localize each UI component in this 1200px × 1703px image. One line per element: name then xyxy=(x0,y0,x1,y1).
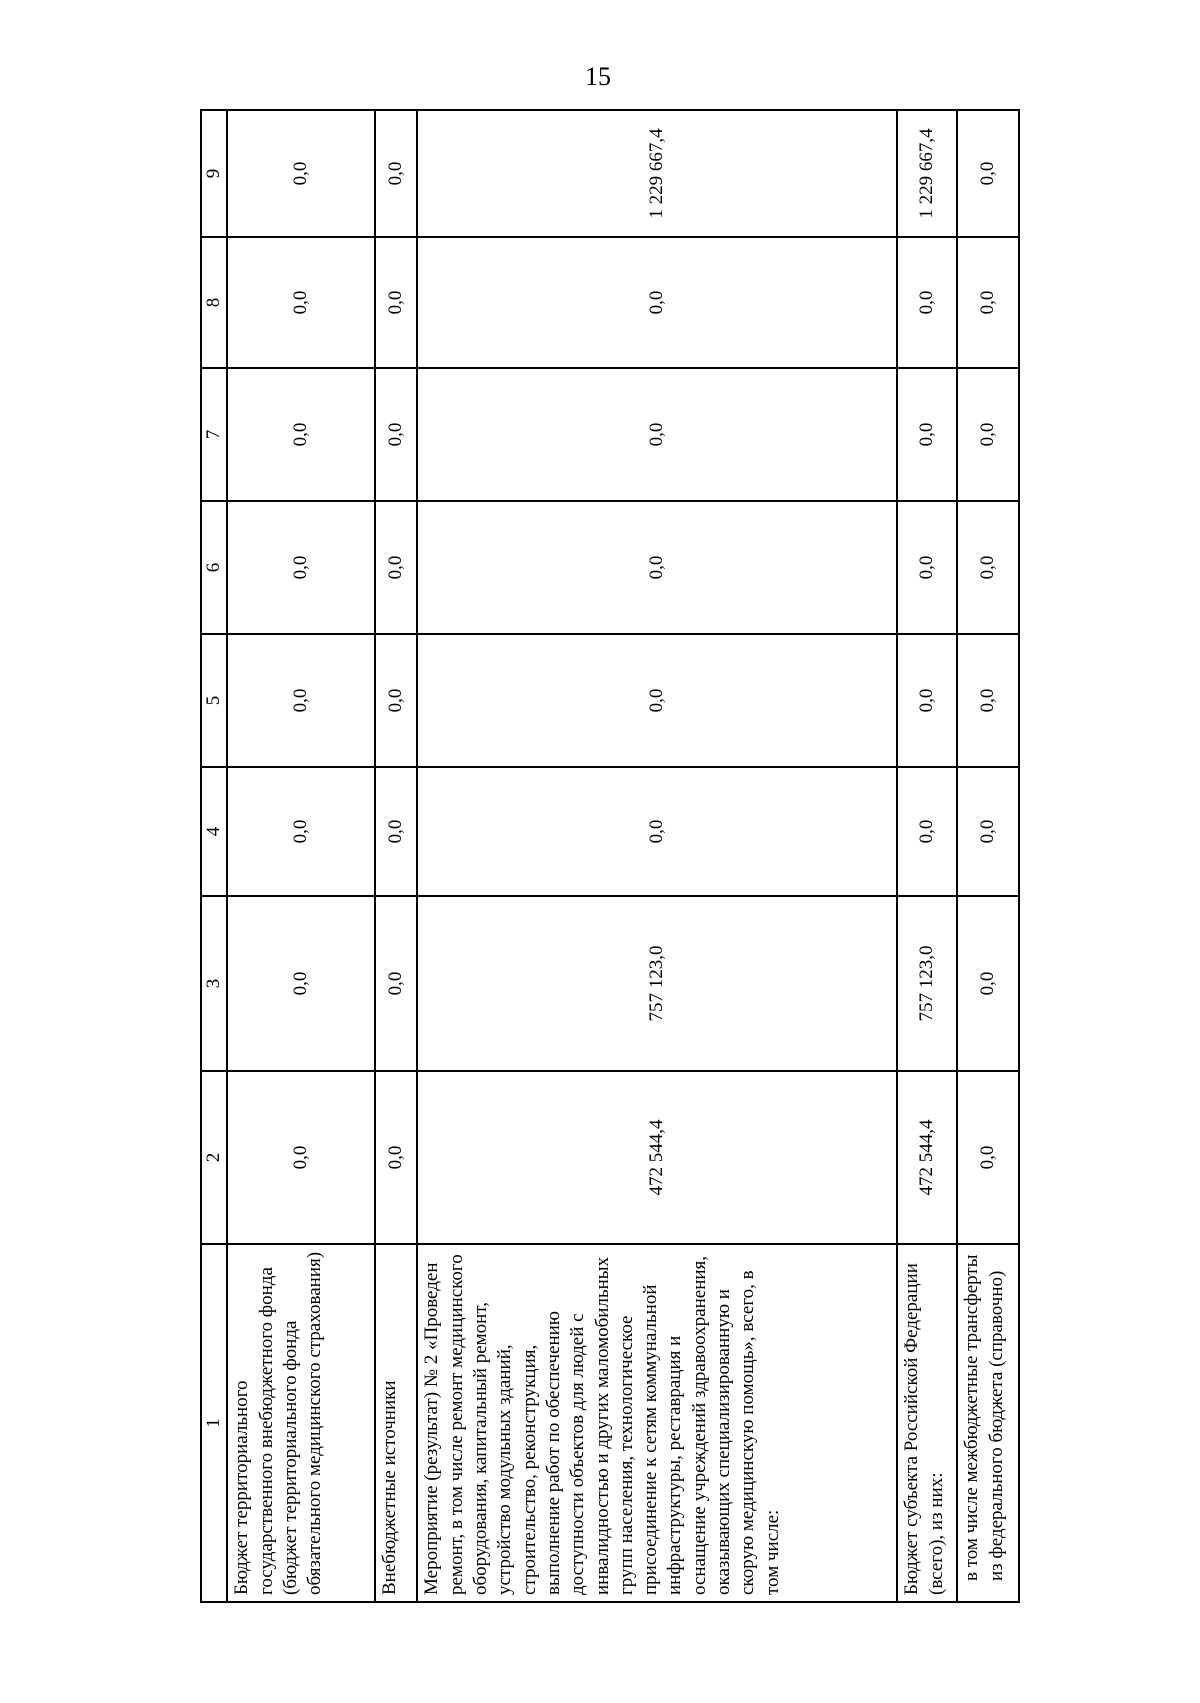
column-header: 6 xyxy=(201,501,227,634)
table-cell: 1 229 667,4 xyxy=(417,110,897,237)
row-label: Бюджет территориального государственного внебюджетного фонда (бюджет территориального фонда обязательного медицинского страхования) xyxy=(227,1244,375,1602)
table-cell: 0,0 xyxy=(957,237,1019,368)
row-label: Мероприятие (результат) № 2 «Проведен ремонт, в том числе ремонт медицинского оборудования, капитальный ремонт, устройство модульных зданий, строительство, реконструкция, выполнение работ по обеспечению доступности объектов для людей с инвалидностью и других маломобильных групп населения, технологическое присоединение к сетям коммунальной инфраструктуры, реставрация и оснащение учреждений здравоохранения, оказывающих специализированную и скорую медицинскую помощь», всего, в том числе: xyxy=(417,1244,897,1602)
column-header: 3 xyxy=(201,896,227,1071)
table-cell: 0,0 xyxy=(375,896,417,1071)
row-label: в том числе межбюджетные трансферты из федерального бюджета (справочно) xyxy=(957,1244,1019,1602)
column-header: 7 xyxy=(201,368,227,501)
table-cell: 0,0 xyxy=(897,368,957,501)
table-cell: 0,0 xyxy=(897,501,957,634)
table-cell: 0,0 xyxy=(957,1071,1019,1244)
table-cell: 0,0 xyxy=(227,896,375,1071)
table-cell: 0,0 xyxy=(957,368,1019,501)
table-cell: 0,0 xyxy=(897,634,957,767)
page-number: 15 xyxy=(585,62,611,91)
table-cell: 0,0 xyxy=(227,368,375,501)
table-cell: 0,0 xyxy=(417,634,897,767)
budget-table xyxy=(200,109,1020,1603)
column-header: 2 xyxy=(201,1071,227,1244)
table-cell: 0,0 xyxy=(375,634,417,767)
table-cell: 0,0 xyxy=(417,368,897,501)
table-cell: 0,0 xyxy=(957,634,1019,767)
table-cell: 0,0 xyxy=(375,767,417,896)
table-cell: 757 123,0 xyxy=(417,896,897,1071)
row-label: Внебюджетные источники xyxy=(375,1244,417,1602)
row-label: Бюджет субъекта Российской Федерации (всего), из них: xyxy=(897,1244,957,1602)
rotated-table-container xyxy=(200,111,1015,1603)
table-cell: 0,0 xyxy=(957,110,1019,237)
table-cell: 0,0 xyxy=(227,501,375,634)
table-cell: 0,0 xyxy=(957,896,1019,1071)
table-cell: 0,0 xyxy=(897,767,957,896)
table-cell: 472 544,4 xyxy=(417,1071,897,1244)
table-cell: 0,0 xyxy=(375,237,417,368)
column-header: 5 xyxy=(201,634,227,767)
table-cell: 0,0 xyxy=(227,767,375,896)
header-row xyxy=(201,110,227,1602)
table-cell: 0,0 xyxy=(375,368,417,501)
table-cell: 757 123,0 xyxy=(897,896,957,1071)
column-header: 8 xyxy=(201,237,227,368)
table-row xyxy=(417,110,897,1602)
table-cell: 0,0 xyxy=(417,767,897,896)
column-header: 4 xyxy=(201,767,227,896)
table-cell: 0,0 xyxy=(375,110,417,237)
table-cell: 0,0 xyxy=(957,501,1019,634)
table-row xyxy=(375,110,417,1602)
table-cell: 0,0 xyxy=(957,767,1019,896)
column-header: 1 xyxy=(201,1244,227,1602)
column-header: 9 xyxy=(201,110,227,237)
table-row xyxy=(897,110,957,1602)
table-cell: 1 229 667,4 xyxy=(897,110,957,237)
table-cell: 472 544,4 xyxy=(897,1071,957,1244)
table-cell: 0,0 xyxy=(227,634,375,767)
table-cell: 0,0 xyxy=(227,1071,375,1244)
table-cell: 0,0 xyxy=(897,237,957,368)
table-cell: 0,0 xyxy=(417,501,897,634)
table-row xyxy=(227,110,375,1602)
table-row xyxy=(957,110,1019,1602)
table-cell: 0,0 xyxy=(375,501,417,634)
table-cell: 0,0 xyxy=(417,237,897,368)
table-cell: 0,0 xyxy=(375,1071,417,1244)
table-cell: 0,0 xyxy=(227,237,375,368)
table-cell: 0,0 xyxy=(227,110,375,237)
